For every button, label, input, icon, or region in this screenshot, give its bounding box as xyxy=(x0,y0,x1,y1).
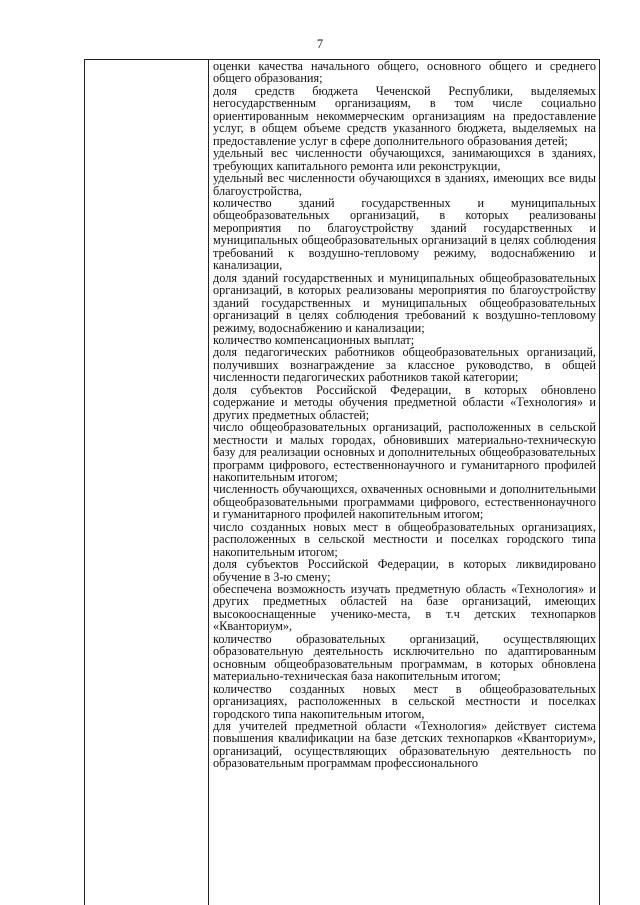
indicator-paragraph: численность обучающихся, охваченных основными и дополнительными общеобразовательными программами цифрового, естественнонаучного и гуманитарного профилей накопительным итогом; xyxy=(213,482,596,522)
indicator-paragraph: удельный вес численности обучающихся в зданиях, имеющих все виды благоустройства, xyxy=(213,171,596,198)
indicator-paragraph: количество зданий государственных и муниципальных общеобразовательных организаций, в которых реализованы мероприятия по благоустройству зданий государственных и муниципальных общеобразовательных организаций в целях соблюдения требований к воздушно-тепловому режиму, водоснабжению и канализации, xyxy=(213,195,596,273)
page-number: 7 xyxy=(316,37,324,51)
indicator-paragraph: число созданных новых мест в общеобразовательных организациях, расположенных в сельской местности и поселках городского типа накопительным итогом; xyxy=(213,519,596,559)
indicator-paragraph: доля средств бюджета Чеченской Республики, выделяемых негосударственным организациям, в том числе социально ориентированным некоммерческим организациям на предоставление услуг, в общем объеме средств указанного бюджета, выделяемых на предоставление услуг в сфере дополнительного образования детей; xyxy=(213,83,596,148)
indicator-paragraph: оценки качества начального общего, основного общего и среднего общего образования; xyxy=(213,60,596,86)
indicator-paragraph: количество компенсационных выплат; xyxy=(213,332,415,347)
indicator-paragraph: обеспечена возможность изучать предметную область «Технология» и других предметных областей на базе организаций, имеющих высокооснащенные ученико-места, в т.ч детских технопарков «Кванториум», xyxy=(213,582,596,634)
indicator-paragraph: доля педагогических работников общеобразовательных организаций, получивших вознаграждение за классное руководство, в общей численности педагогических работников такой категории; xyxy=(213,345,596,385)
indicator-paragraph: количество созданных новых мест в общеобразовательных организациях, расположенных в сельской местности и поселках городского типа накопительным итогом, xyxy=(213,681,596,721)
table-right-column xyxy=(209,60,599,905)
table-left-column xyxy=(85,60,209,905)
indicator-paragraph: доля субъектов Российской Федерации, в которых ликвидировано обучение в 3-ю смену; xyxy=(213,557,596,584)
indicator-paragraph: удельный вес численности обучающихся, занимающихся в зданиях, требующих капитального ремонта или реконструкции, xyxy=(213,146,596,173)
indicator-paragraph: доля субъектов Российской Федерации, в которых обновлено содержание и методы обучения предметной области «Технология» и других предметных областей; xyxy=(213,382,596,422)
indicators-table xyxy=(84,59,600,905)
indicator-paragraph: доля зданий государственных и муниципальных общеобразовательных организаций, в которых реализованы мероприятия по благоустройству зданий государственных и муниципальных общеобразовательных организаций в целях соблюдения требований к воздушно-тепловому режиму, водоснабжению и канализации; xyxy=(213,270,596,335)
indicator-paragraph: количество образовательных организаций, осуществляющих образовательную деятельность исключительно по адаптированным основным общеобразовательным программам, в которых обновлена материально-техническая база накопительным итогом; xyxy=(213,631,596,684)
indicator-paragraph: для учителей предметной области «Технология» действует система повышения квалификации на базе детских технопарков «Кванториум», организаций, осуществляющих образовательную деятельность по образовательным программам профессионального xyxy=(213,719,596,771)
indicator-paragraph: число общеобразовательных организаций, расположенных в сельской местности и малых городах, обновивших материально-техническую базу для реализации основных и дополнительных общеобразовательных программ цифрового, естественнонаучного и гуманитарного профилей накопительным итогом; xyxy=(213,420,596,484)
